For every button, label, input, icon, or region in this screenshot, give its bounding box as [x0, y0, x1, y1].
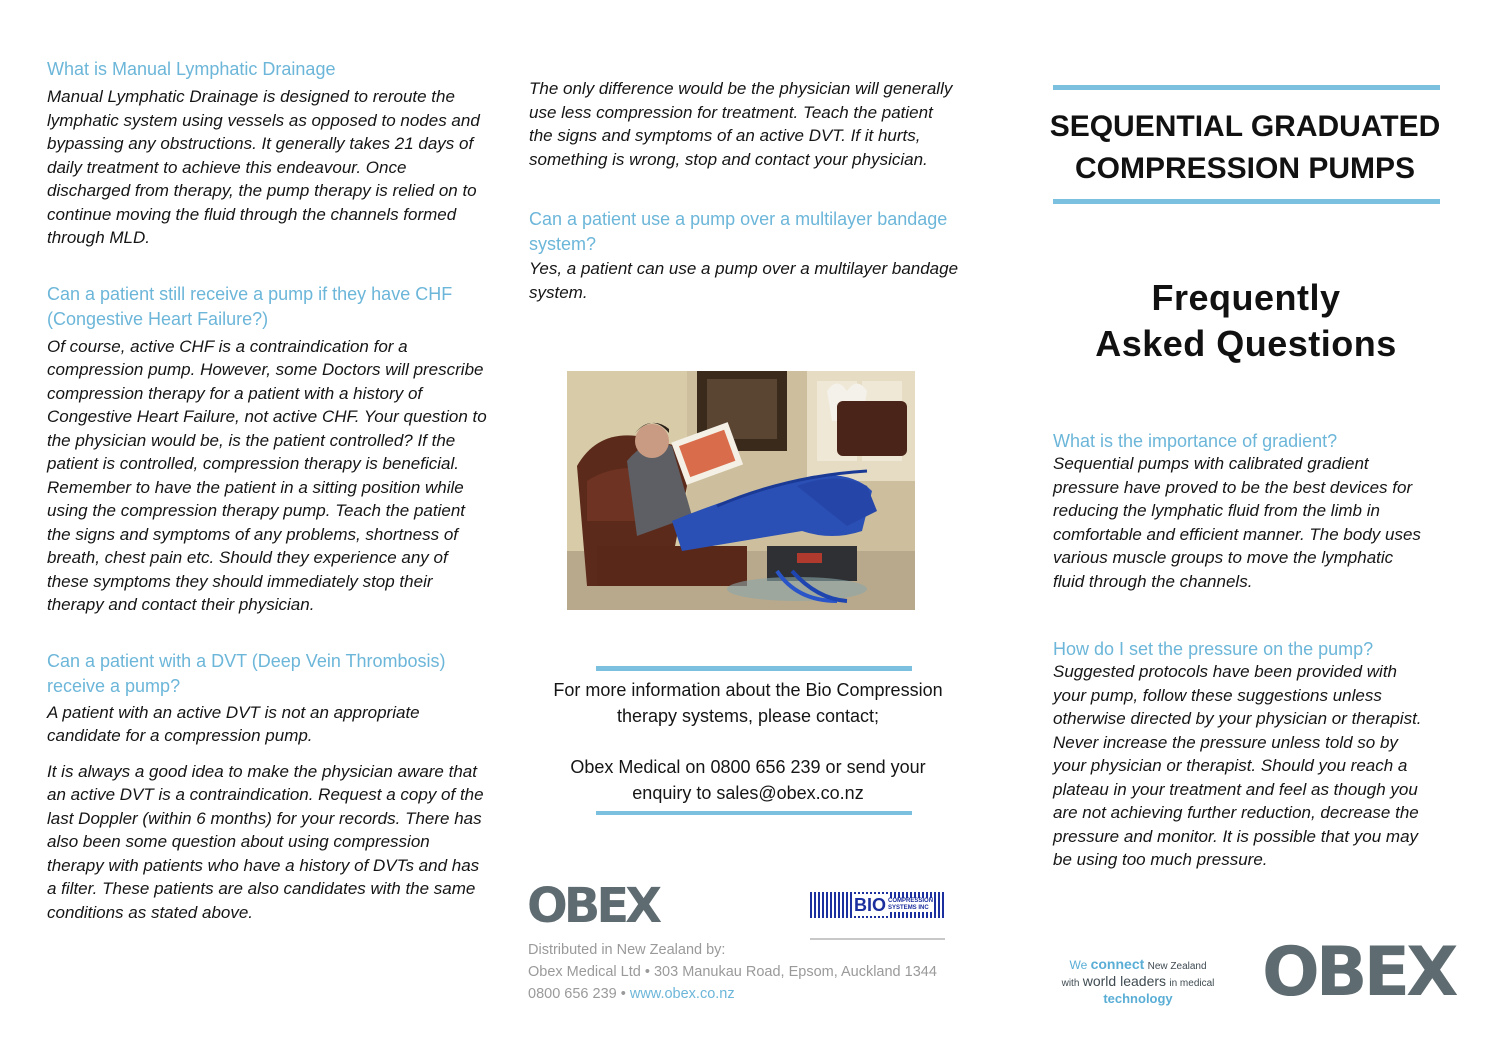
- left-column: [47, 57, 487, 924]
- distributor-phone: 0800 656 239 •: [528, 986, 626, 1002]
- bio-logo-subtext: COMPRESSION SYSTEMS INC: [888, 898, 934, 911]
- faq-answer: Manual Lymphatic Drainage is designed to reroute the lymphatic system using vessels as opposed to nodes and bypassing any obstructions. It generally takes 21 days of daily treatment to achieve this endeavour. Once discharged from therapy, the pump therapy is relied on to continue moving the fluid through the channels formed through MLD.: [47, 87, 480, 247]
- faq-answer: Yes, a patient can use a pump over a multilayer bandage system.: [529, 259, 959, 302]
- faq-answer: A patient with an active DVT is not an appropriate candidate for a compression pump.: [47, 702, 420, 745]
- obex-logo-middle: OBEX: [527, 878, 659, 934]
- tagline-with: with: [1061, 978, 1080, 989]
- faq-question: Can a patient with a DVT (Deep Vein Thrombosis) receive a pump?: [47, 650, 446, 696]
- contact-intro: For more information about the Bio Compression therapy systems, please contact;: [553, 680, 943, 726]
- contact-details: Obex Medical on 0800 656 239 or send your enquiry to sales@obex.co.nz: [570, 757, 926, 803]
- faq-question: How do I set the pressure on the pump?: [1053, 639, 1374, 659]
- faq-question: What is the importance of gradient?: [1053, 431, 1338, 451]
- tagline: [1048, 957, 1228, 1006]
- title-line: COMPRESSION PUMPS: [1074, 152, 1416, 185]
- tagline-world-leaders: world leaders: [1082, 973, 1167, 989]
- faq-question: Can a patient still receive a pump if they have CHF (Congestive Heart Failure?): [47, 283, 453, 329]
- faq-question: Can a patient use a pump over a multilayer bandage system?: [529, 209, 948, 254]
- website-link[interactable]: www.obex.co.nz: [629, 986, 735, 1002]
- photo-illustration: [567, 371, 915, 610]
- contact-bottom-rule: [596, 811, 912, 815]
- contact-top-rule: [596, 666, 912, 671]
- faq-question: What is Manual Lymphatic Drainage: [47, 59, 336, 79]
- brochure-title: [1040, 106, 1450, 190]
- tagline-technology: technology: [1103, 991, 1173, 1006]
- middle-column: [529, 77, 959, 304]
- faq-answer: Of course, active CHF is a contraindication for a compression pump. However, some Doctors will prescribe compression therapy for a patient with a history of Congestive Heart Failure, not active CHF. Your question to the physician would be, is the patient controlled? If the patient is controlled, compression therapy is beneficial. Remember to have the patient in a sitting position while using the compression therapy pump. Teach the patient the signs and symptoms of any problems, shortness of breath, chest pain etc. Should they experience any of these symptoms they should immediately stop their therapy and contact their physician.: [47, 336, 487, 614]
- title-bottom-rule: [1053, 199, 1440, 204]
- bio-compression-logo: [810, 892, 945, 942]
- distributor-address: Obex Medical Ltd • 303 Manukau Road, Epsom, Auckland 1344: [528, 964, 937, 980]
- distributor-contact: [528, 983, 978, 1005]
- bio-logo-text: BIO: [854, 895, 887, 915]
- tagline-nz: New Zealand: [1147, 961, 1207, 972]
- title-line: SEQUENTIAL GRADUATED: [1049, 110, 1441, 143]
- tagline-in-medical: in medical: [1169, 978, 1215, 989]
- distributor-info: [528, 939, 978, 1005]
- title-top-rule: [1053, 85, 1440, 90]
- faq-answer: Sequential pumps with calibrated gradient pressure have proved to be the best devices for reducing the lymphatic fluid from the limb in comfortable and efficient manner. The body uses various muscle groups to move the lymphatic fluid through the channels.: [1053, 454, 1421, 591]
- right-column: [1053, 429, 1429, 872]
- faq-answer: Suggested protocols have been provided with your pump, follow these suggestions unless otherwise directed by your physician or therapist. Never increase the pressure unless told so by your physician or therapist. Should you reach a plateau in your treatment and feel as though you are not achieving further reduction, decrease the pressure and monitor. It is possible that you may be using too much pressure.: [1053, 662, 1422, 869]
- tagline-connect: connect: [1090, 956, 1145, 972]
- tagline-we: We: [1069, 958, 1088, 972]
- obex-logo-right: OBEX: [1262, 933, 1455, 1012]
- subtitle-line: Frequently: [1151, 277, 1341, 318]
- faq-answer-continued: The only difference would be the physician will generally use less compression for treatment. Teach the patient the signs and symptoms of an active DVT. If it hurts, something is wrong, stop and contact your physician.: [529, 79, 953, 169]
- distributor-label: Distributed in New Zealand by:: [528, 942, 726, 958]
- faq-subtitle: [1040, 275, 1452, 367]
- subtitle-line: Asked Questions: [1095, 323, 1397, 364]
- patient-pump-photo: [567, 371, 915, 610]
- faq-answer: It is always a good idea to make the physician aware that an active DVT is a contraindication. Request a copy of the last Doppler (within 6 months) for your records. There has also been some question about using compression therapy with patients who have a history of DVTs and has a filter. These patients are also candidates with the same conditions as stated above.: [47, 761, 484, 922]
- contact-box: [520, 677, 976, 806]
